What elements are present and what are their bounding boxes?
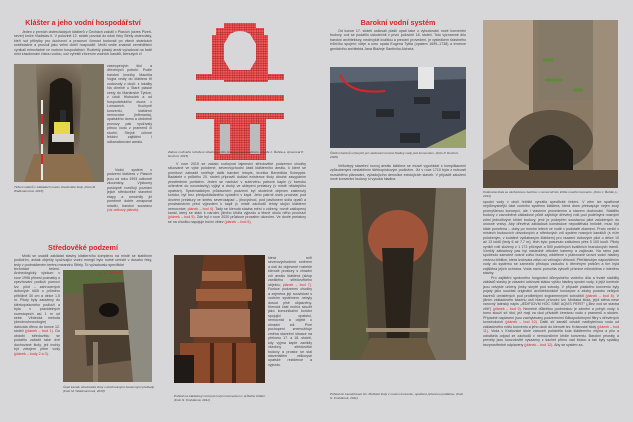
medieval-text-wrap — [14, 267, 60, 356]
corridor-text: V roce 2015 se začalo rozkrývat tajemství středověké podzemní chodby situované ve výše položené, severovýchodní části klášterního areálu, k které se pomíkovl zahradě směřuje další barokní letopis, kronika Benedikta Scheppta. Badatelé v průběhu 20. století připravili doklad existence štoly dlouhé zasypáním prostředním portálem. Jeden se nachází v sutervénu patrové kaple (v barroku očleněné do novostavby) výjkyl a druhý ve sklepení prelatury (v místě někdejšího opatství). Systematickým průzkumem podzemí byl skutečně objeven zaklenutý koridor, byť bez předpokládaného vyústění v kapli. Jeho patrné úsek prochází pod dvorem prelatury ve směru severozápad – jihovýchod, pod pavilonem sídla opatů a prostranstvím před výjezdem k kapli (v místě záchodů tehdy stojící klášterní nemocnice; — [168, 162, 306, 211]
section-heading-medieval: Středověké podzemí — [48, 243, 118, 252]
baroque-paragraph: Od konce 17. století usilovali plaští opati také o vybudování nové konventní budovy, což se podařilo uskutečnit v první polovině 18. století. Toto významné dílo barokní architektury, neobvyklé kvalitou a precizní provedení, je výsledkem šťastného tvůrčího spojení: ideje a umu opata Eugena Tyttla (opatem 1699–1738) a invence geniálního architekta Jana Blažeje Santiniho Aichela. — [330, 29, 466, 51]
section-heading-monastery: Klášter a jeho vodní hospodářství — [25, 18, 141, 27]
medieval-text-cont: Do období středověku se podařilo zařadit také dvě dochované štoly, jež mohly být zdrojem pitné vody — [14, 329, 60, 352]
photo-caption-adit: Těžení nálezů v základech úseku středověké štoly. (Foto M. Waldmannová, 2018) — [14, 185, 96, 194]
photo-royal-adit — [483, 20, 618, 188]
photo-adit-excavation — [14, 64, 104, 182]
section-heading-baroque: Barokní vodní systém — [360, 18, 436, 27]
plan-link-point-11[interactable]: (plánek – bod 11). — [483, 324, 619, 334]
plan-link-point-9[interactable]: (plánek – bod 9). — [492, 306, 522, 311]
photo-caption-royal-adit: Královská štola se záchodovou šachtou v nemocničním křídle nového konventu. (Foto J. Řehák p., 2013) — [483, 190, 619, 199]
plan-link[interactable]: (viz celkový plánek). — [107, 208, 140, 213]
foundation-text — [483, 200, 619, 347]
photo-caption-monks-adit: Pohled do zavodňovací tzv. Mnišské štoly v novém konventu, opatřené prkennou podlahou. (Foto S. Kročáková, 2011) — [330, 392, 464, 401]
plan-link-point-8[interactable]: (plánek – bod 8). — [585, 293, 615, 298]
corridor-text-cont: Tady se klenutá stavba mění v zúžený, rovně zaklopený kanál, který se stáčí k nárožní jižního křídla výjezdu a těsně okolo něho prochází — [168, 206, 306, 215]
plan-link-point-7[interactable]: plánek – bod 7). — [282, 282, 312, 287]
corridor-paragraph-wrap — [268, 256, 312, 367]
corridor-text-wrap — [268, 256, 312, 367]
water-level-text-cont2: Neméně důležitou podmínkou je zdmění a pohyb vody; k tomu slouží síť štol, jež mají za úkol přivádět čerstvou vodu z pramenů a studen. Případné naplavení jsou zachytávány podzemními lůžkopodobnými filtry v dřevěných konstrukcích — [483, 306, 619, 325]
plan-diagram — [196, 20, 286, 170]
medieval-text-top — [14, 254, 152, 267]
photo-caption-basin: Čištění bazénů určených pro sledování úrovně hladiny vody pod konventem. (Foto P. Duchoň, 2005) — [330, 151, 459, 160]
water-level-text-cont5: Aby se systém za- — [554, 342, 584, 347]
intro-paragraph-continued: zastropených štol a dřevěných potrubí. Podle barokní kroniky Mauritia Vogta vedly do kláštera tři vodovody z okolí: z lokality Na cihelně u Staré plaské cesty do Mariánské Týnice, z údolí Hluboček a od hospodářského dvora v Lomanech. Kuchyně konventu, klášterní nemocnice (infirmaria), opatského domu a obdobné provozy pak využívaly pitnou vodu z pramenů či studní. Stejně účinné fekální zajištění i odkanalizování areálu. — [107, 64, 152, 144]
research-text-body: Vodní systém v podzemí kláštera v Plasích jsou od roku 1993 odborně zkoumány. Výzkumy postupně rozšiřují poznání jejich středověké stavební etapy a umožnily již poměrně dobře zmapovat mladší, barokní soustavu — [107, 168, 152, 208]
plan-link-point-5[interactable]: (plánek – bod 5). — [168, 215, 196, 220]
corridor-wrap-text: která míří severovýchodním směrem a ústí do objevené rozlehlé klenuté prostory s vhradní zdí areálu kláštera (sklop zaniklého středověkého objektu; — [268, 256, 312, 287]
photo-caption-foundation: Pohled na základový rošt pod novým konventem v průběhu čištění. (Foto S. Kročáková, 2011) — [174, 394, 266, 403]
plan-link-point-12[interactable]: (plánek – bod 12). — [524, 342, 554, 347]
photo-medieval-channel — [63, 270, 152, 382]
research-text — [107, 168, 152, 213]
baroque-text-2 — [330, 164, 466, 182]
photo-foundation-grid — [174, 255, 265, 383]
plan-link-point-4[interactable]: plánek – bod 4). — [187, 206, 215, 211]
photo-caption-medieval: Úsek kanálu středověké štoly s dochovanými kamennými překlady. (Foto M. Waldmannová, 2018) — [63, 385, 155, 394]
medieval-intro: Mniši se usadili zakládat stavby klášterního komplexu na místě se stabilním podložím, avšak objekty využívající vodní energii bylo nutné umístit v dosahu řeky, tedy v podmáčeném terénu meandru Střely. To vyžadovalo specifické — [14, 254, 152, 267]
intro-text-wrap — [107, 64, 152, 168]
research-paragraph — [107, 168, 152, 213]
plan-link-points-2-3[interactable]: (plánek – body 2 a 3). — [14, 351, 49, 356]
baroque-paragraph-2: Velkolepý stavební rozvoj areálu kláštera se musel vypořádat s komplikacemi způsobenými nestabilním štěrkopískovým podložím. Již v roce 1710 byla z nutnosti rozsáhlého plánování, vyžadujícího demolice existujících staveb. V případě založení nové konventní budovy si vysoká hladina — [330, 164, 466, 182]
medieval-paragraph — [14, 267, 60, 356]
water-level-text-cont3: Další síť kanálů odvádí nadbytečnou vodu od základového roštu konventu a jeho okolí do klenuté tzv. Královské štoly — [483, 320, 620, 329]
corridor-paragraph — [168, 162, 306, 264]
corridor-text-top — [168, 162, 306, 264]
medieval-text-wrap-body: technické řešení. Archeologický výzkum v roce 1996 přinesl poznatky o zpevňování podloží pomocí tzv. pilot – zahrocených dubových kůlů o průměru přibližně 30 cm a délce 1,5 m. Piloty byly zaraženy do štěrkopískového podloží a byla v pravidelných rozestupech asi 1 m od sebe. Vědecká metoda (dendrochronologie) datovala dřevo do konce 12. století — [14, 267, 60, 334]
photo-basin-cleaning — [330, 67, 466, 148]
water-level-text: Pro zajištění správného fungování důmyslného vodního díla a trvalé stability základů stavby je zásadní udržovat stálou výšku hladiny spodní vody, k jejíž kontrole jsou odvykle určeny jímky skryté pod schody. V případě plaského konventu byly pojaty jako součást originální architektonické koncepce a zdoby podobu velkých bazénů umístěných pod protilehlými svgramennými schodišti — [483, 275, 619, 298]
foundation-paragraph: spodní vody v okolí řečiště vynutila specifické řešení. V něm lze spatřovat nejdůmyslnější část vodního systému kláštera, která dnes překvapuje nejen svojí promyšlenou koncepcí, ale i vlastním provedením a stavem dochování. Stabilitu budovy v zavodněné základové půdě zajišťuje dřevěný rošt pod podélnými nosnými zdmi jednotlivých křídel budovy, jenž je podepřen soustavou pilot založených do únosné vrstvy. Aby dřevěná základová konstrukce nepodléhala hnilobě, musí být stále ponořena – duby po mnoho letech ve vodě v podstatě zkamení. Proto vznikl v místech budoucích obvodových a středových zdí systém nosných kanálků (s níže položeným, v kulatině vydlabaným žlábkem) pro vsazení dubových pilot o délce 10 až 13 loktů (tedy 6 až 7,7 m); těch bylo posunuto zatlučeno přes 5 100 kusů. Piloty vyniklí rošt složený z 1 173 příčných a 500 podélných kvalitních hranolových trámů. Vzniklý základový pas byl následně obložen kameny a zajílován. Na rámu pak spočinulo samotné nosné zdivo budovy, oddělené v plánované úrovni vodní hladiny vrstvou břidlice, která izolovala zdivo od vzlínající vlhkosti. Přeťáknutým napouštěním vody do systému se zamezilo přístupu vzduchu k dřevěným prvkům a tím byla zajištěna jejich ochrana. Voda navíc pomohla vytvořit příznivé mikroklima v interiéru stavby. — [483, 200, 619, 276]
plan-link-point-10[interactable]: (plánek – bod 10). — [505, 320, 538, 325]
water-level-paragraph — [483, 276, 619, 347]
corridor-wrap-text-cont: Funkce podzemní chodby a zejména její souvislost s vodním systémem nebyly dosud plně objasněny. Klenutá část mohla sloužit jako komunikační koridor spojující opatství, nemocnici a objekt u ohradní zdi. Plné pochopení znemožňuje změna stavební situace na přelomu 17. a 18. století, kdy vyjma kaple zaniklly všechny středověké budovy a prostor se stal staveništěm velkorysé opatské rezidence a výjezdu. — [268, 287, 312, 367]
intro-text-top — [14, 30, 152, 59]
plan-link-point-1[interactable]: (plánek – bod 1). — [25, 329, 54, 334]
water-level-text-cont: V jižním základovém bazénu ústí hlavní přívodní tzv. Mnišská štola, jejíž stěna nese varovný latinský nápis „ÆDIFICIVM HOC SINE AQVIS PERIT“ („Bez vod se stavba zříti“) — [483, 293, 619, 311]
plan-link-point-6[interactable]: (plánek – bod 6), — [224, 219, 252, 224]
intro-paragraph: Jeden z prvních cisterciáckých klášterů v Čechách založil v Plasích (okres Plzeň-sever) kníže Vladislav II. V polovině 12. století povolal do údolí řeky Střely cisterciáky, kteří sut příbytky pro duchovní a pracovní činnost budovali po všech stránkách soběstačné a prosluli jako velmi dobří hospodáři. Mniši vedle znalostí zemědělství vynikali mimořádně ve vodním hospodářství. Rozlehlý plaský areál vyžadoval na řadě míst zásobování čistou vodou, což vyřešili zřízením vodních kanálů, klenutých či — [14, 30, 152, 57]
corridor-text-cont2: Zde byl v roce 2020 průzkum prozatím ukončen. Ve dvoře prelatury se na chodbu napojuje boční větev — [168, 215, 306, 224]
water-level-text-cont4: Voda v Královské štole zároveň poháněla kola klášterního mlýna a pilu a odnášela odpad ze záchodů v nemocničním křídle konventu. Barokní prioráty a prevéty jsou konzolovitě vysazeny z šachet přímo nad štolou a tak byly splašky bezprostředně odplaveny — [483, 329, 619, 347]
photo-monks-adit — [330, 188, 466, 360]
plan-caption: Zákres možného rozložení středního roštu pod konventní budovou. (Podle J. Řehka a, zpracoval P. Duchoň, 2015) — [168, 150, 304, 159]
baroque-text — [330, 29, 466, 51]
